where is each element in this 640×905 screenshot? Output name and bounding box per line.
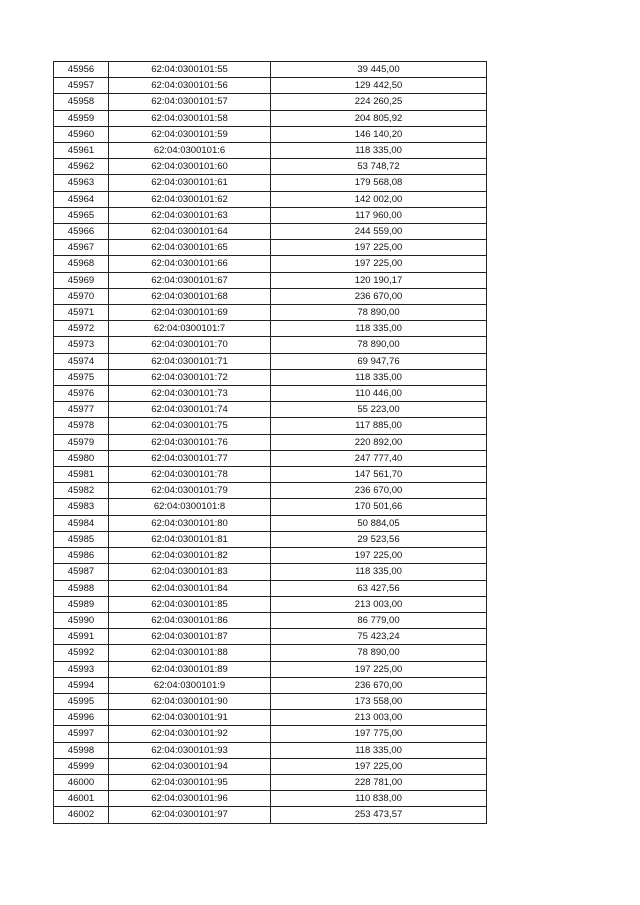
value-cell: 244 559,00	[271, 224, 487, 240]
cadastral-number-cell: 62:04:0300101:7	[109, 321, 271, 337]
value-cell: 236 670,00	[271, 288, 487, 304]
table-row	[54, 758, 487, 774]
table-row	[54, 337, 487, 353]
table-row	[54, 94, 487, 110]
cadastral-number-cell: 62:04:0300101:88	[109, 645, 271, 661]
table-row	[54, 224, 487, 240]
cadastral-number-cell: 62:04:0300101:6	[109, 143, 271, 159]
table-row	[54, 499, 487, 515]
value-cell: 253 473,57	[271, 807, 487, 823]
table-row	[54, 110, 487, 126]
table-row	[54, 564, 487, 580]
row-number-cell: 46001	[54, 791, 109, 807]
value-cell: 69 947,76	[271, 353, 487, 369]
cadastral-number-cell: 62:04:0300101:97	[109, 807, 271, 823]
value-cell: 78 890,00	[271, 645, 487, 661]
table-row	[54, 693, 487, 709]
value-cell: 53 748,72	[271, 159, 487, 175]
row-number-cell: 45965	[54, 207, 109, 223]
value-cell: 118 335,00	[271, 321, 487, 337]
value-cell: 213 003,00	[271, 596, 487, 612]
row-number-cell: 46000	[54, 774, 109, 790]
table-row	[54, 548, 487, 564]
cadastral-number-cell: 62:04:0300101:58	[109, 110, 271, 126]
cadastral-number-cell: 62:04:0300101:80	[109, 515, 271, 531]
value-cell: 236 670,00	[271, 677, 487, 693]
table-row	[54, 353, 487, 369]
table-row	[54, 288, 487, 304]
value-cell: 142 002,00	[271, 191, 487, 207]
row-number-cell: 45967	[54, 240, 109, 256]
row-number-cell: 45959	[54, 110, 109, 126]
value-cell: 197 225,00	[271, 256, 487, 272]
value-cell: 224 260,25	[271, 94, 487, 110]
row-number-cell: 45970	[54, 288, 109, 304]
table-row	[54, 661, 487, 677]
table-row	[54, 191, 487, 207]
value-cell: 129 442,50	[271, 78, 487, 94]
value-cell: 197 225,00	[271, 758, 487, 774]
cadastral-number-cell: 62:04:0300101:67	[109, 272, 271, 288]
value-cell: 204 805,92	[271, 110, 487, 126]
row-number-cell: 45964	[54, 191, 109, 207]
cadastral-number-cell: 62:04:0300101:72	[109, 369, 271, 385]
row-number-cell: 45986	[54, 548, 109, 564]
table-row	[54, 791, 487, 807]
row-number-cell: 45989	[54, 596, 109, 612]
cadastral-number-cell: 62:04:0300101:77	[109, 450, 271, 466]
cadastral-number-cell: 62:04:0300101:96	[109, 791, 271, 807]
table-row	[54, 612, 487, 628]
row-number-cell: 45977	[54, 402, 109, 418]
cadastral-number-cell: 62:04:0300101:71	[109, 353, 271, 369]
value-cell: 179 568,08	[271, 175, 487, 191]
table-row	[54, 774, 487, 790]
table-row	[54, 175, 487, 191]
table-row	[54, 321, 487, 337]
table-row	[54, 645, 487, 661]
row-number-cell: 45993	[54, 661, 109, 677]
table-row	[54, 742, 487, 758]
row-number-cell: 45988	[54, 580, 109, 596]
row-number-cell: 45994	[54, 677, 109, 693]
row-number-cell: 45982	[54, 483, 109, 499]
row-number-cell: 45985	[54, 531, 109, 547]
cadastral-number-cell: 62:04:0300101:76	[109, 434, 271, 450]
table-row	[54, 434, 487, 450]
cadastral-number-cell: 62:04:0300101:92	[109, 726, 271, 742]
cadastral-number-cell: 62:04:0300101:74	[109, 402, 271, 418]
cadastral-number-cell: 62:04:0300101:73	[109, 386, 271, 402]
cadastral-number-cell: 62:04:0300101:59	[109, 126, 271, 142]
table-row	[54, 386, 487, 402]
cadastral-number-cell: 62:04:0300101:62	[109, 191, 271, 207]
cadastral-number-cell: 62:04:0300101:56	[109, 78, 271, 94]
value-cell: 220 892,00	[271, 434, 487, 450]
table-row	[54, 78, 487, 94]
table-row	[54, 143, 487, 159]
table-row	[54, 531, 487, 547]
value-cell: 118 335,00	[271, 143, 487, 159]
row-number-cell: 45990	[54, 612, 109, 628]
row-number-cell: 46002	[54, 807, 109, 823]
cadastral-number-cell: 62:04:0300101:9	[109, 677, 271, 693]
cadastral-value-table	[53, 61, 487, 824]
cadastral-number-cell: 62:04:0300101:69	[109, 305, 271, 321]
cadastral-number-cell: 62:04:0300101:91	[109, 710, 271, 726]
table-row	[54, 807, 487, 823]
cadastral-number-cell: 62:04:0300101:79	[109, 483, 271, 499]
row-number-cell: 45963	[54, 175, 109, 191]
cadastral-number-cell: 62:04:0300101:87	[109, 629, 271, 645]
cadastral-number-cell: 62:04:0300101:82	[109, 548, 271, 564]
table-row	[54, 159, 487, 175]
row-number-cell: 45960	[54, 126, 109, 142]
value-cell: 63 427,56	[271, 580, 487, 596]
value-cell: 118 335,00	[271, 369, 487, 385]
row-number-cell: 45958	[54, 94, 109, 110]
value-cell: 118 335,00	[271, 564, 487, 580]
row-number-cell: 45997	[54, 726, 109, 742]
table-row	[54, 369, 487, 385]
value-cell: 173 558,00	[271, 693, 487, 709]
row-number-cell: 45957	[54, 78, 109, 94]
value-cell: 197 225,00	[271, 661, 487, 677]
table-row	[54, 629, 487, 645]
cadastral-number-cell: 62:04:0300101:95	[109, 774, 271, 790]
table-row	[54, 418, 487, 434]
value-cell: 170 501,66	[271, 499, 487, 515]
value-cell: 236 670,00	[271, 483, 487, 499]
value-cell: 247 777,40	[271, 450, 487, 466]
value-cell: 86 779,00	[271, 612, 487, 628]
cadastral-number-cell: 62:04:0300101:55	[109, 62, 271, 78]
table-row	[54, 515, 487, 531]
row-number-cell: 45971	[54, 305, 109, 321]
row-number-cell: 45998	[54, 742, 109, 758]
value-cell: 50 884,05	[271, 515, 487, 531]
table-row	[54, 596, 487, 612]
table-row	[54, 483, 487, 499]
table-row	[54, 305, 487, 321]
table-row	[54, 450, 487, 466]
table-body	[54, 62, 487, 824]
cadastral-number-cell: 62:04:0300101:86	[109, 612, 271, 628]
table-row	[54, 272, 487, 288]
table-row	[54, 726, 487, 742]
value-cell: 146 140,20	[271, 126, 487, 142]
row-number-cell: 45961	[54, 143, 109, 159]
cadastral-number-cell: 62:04:0300101:94	[109, 758, 271, 774]
cadastral-number-cell: 62:04:0300101:70	[109, 337, 271, 353]
cadastral-number-cell: 62:04:0300101:81	[109, 531, 271, 547]
value-cell: 55 223,00	[271, 402, 487, 418]
cadastral-number-cell: 62:04:0300101:8	[109, 499, 271, 515]
table-row	[54, 240, 487, 256]
table-row	[54, 677, 487, 693]
cadastral-number-cell: 62:04:0300101:66	[109, 256, 271, 272]
row-number-cell: 45983	[54, 499, 109, 515]
row-number-cell: 45962	[54, 159, 109, 175]
value-cell: 197 225,00	[271, 240, 487, 256]
value-cell: 213 003,00	[271, 710, 487, 726]
table-row	[54, 580, 487, 596]
cadastral-number-cell: 62:04:0300101:60	[109, 159, 271, 175]
value-cell: 78 890,00	[271, 305, 487, 321]
row-number-cell: 45976	[54, 386, 109, 402]
row-number-cell: 45984	[54, 515, 109, 531]
row-number-cell: 45996	[54, 710, 109, 726]
row-number-cell: 45975	[54, 369, 109, 385]
value-cell: 117 960,00	[271, 207, 487, 223]
cadastral-number-cell: 62:04:0300101:65	[109, 240, 271, 256]
table-row	[54, 126, 487, 142]
cadastral-number-cell: 62:04:0300101:57	[109, 94, 271, 110]
cadastral-number-cell: 62:04:0300101:75	[109, 418, 271, 434]
cadastral-number-cell: 62:04:0300101:93	[109, 742, 271, 758]
row-number-cell: 45968	[54, 256, 109, 272]
table-row	[54, 207, 487, 223]
row-number-cell: 45992	[54, 645, 109, 661]
value-cell: 110 838,00	[271, 791, 487, 807]
row-number-cell: 45973	[54, 337, 109, 353]
row-number-cell: 45981	[54, 467, 109, 483]
row-number-cell: 45978	[54, 418, 109, 434]
row-number-cell: 45995	[54, 693, 109, 709]
value-cell: 147 561,70	[271, 467, 487, 483]
row-number-cell: 45969	[54, 272, 109, 288]
value-cell: 117 885,00	[271, 418, 487, 434]
value-cell: 228 781,00	[271, 774, 487, 790]
value-cell: 29 523,56	[271, 531, 487, 547]
value-cell: 197 775,00	[271, 726, 487, 742]
table-row	[54, 62, 487, 78]
row-number-cell: 45974	[54, 353, 109, 369]
cadastral-number-cell: 62:04:0300101:61	[109, 175, 271, 191]
row-number-cell: 45972	[54, 321, 109, 337]
table-row	[54, 467, 487, 483]
value-cell: 120 190,17	[271, 272, 487, 288]
cadastral-number-cell: 62:04:0300101:84	[109, 580, 271, 596]
value-cell: 197 225,00	[271, 548, 487, 564]
table-row	[54, 256, 487, 272]
cadastral-number-cell: 62:04:0300101:78	[109, 467, 271, 483]
cadastral-number-cell: 62:04:0300101:63	[109, 207, 271, 223]
row-number-cell: 45980	[54, 450, 109, 466]
table-row	[54, 710, 487, 726]
value-cell: 118 335,00	[271, 742, 487, 758]
row-number-cell: 45987	[54, 564, 109, 580]
row-number-cell: 45999	[54, 758, 109, 774]
table-row	[54, 402, 487, 418]
cadastral-number-cell: 62:04:0300101:89	[109, 661, 271, 677]
value-cell: 78 890,00	[271, 337, 487, 353]
value-cell: 75 423,24	[271, 629, 487, 645]
value-cell: 110 446,00	[271, 386, 487, 402]
cadastral-number-cell: 62:04:0300101:68	[109, 288, 271, 304]
cadastral-number-cell: 62:04:0300101:64	[109, 224, 271, 240]
row-number-cell: 45956	[54, 62, 109, 78]
cadastral-number-cell: 62:04:0300101:90	[109, 693, 271, 709]
cadastral-number-cell: 62:04:0300101:83	[109, 564, 271, 580]
value-cell: 39 445,00	[271, 62, 487, 78]
row-number-cell: 45966	[54, 224, 109, 240]
cadastral-number-cell: 62:04:0300101:85	[109, 596, 271, 612]
row-number-cell: 45991	[54, 629, 109, 645]
row-number-cell: 45979	[54, 434, 109, 450]
